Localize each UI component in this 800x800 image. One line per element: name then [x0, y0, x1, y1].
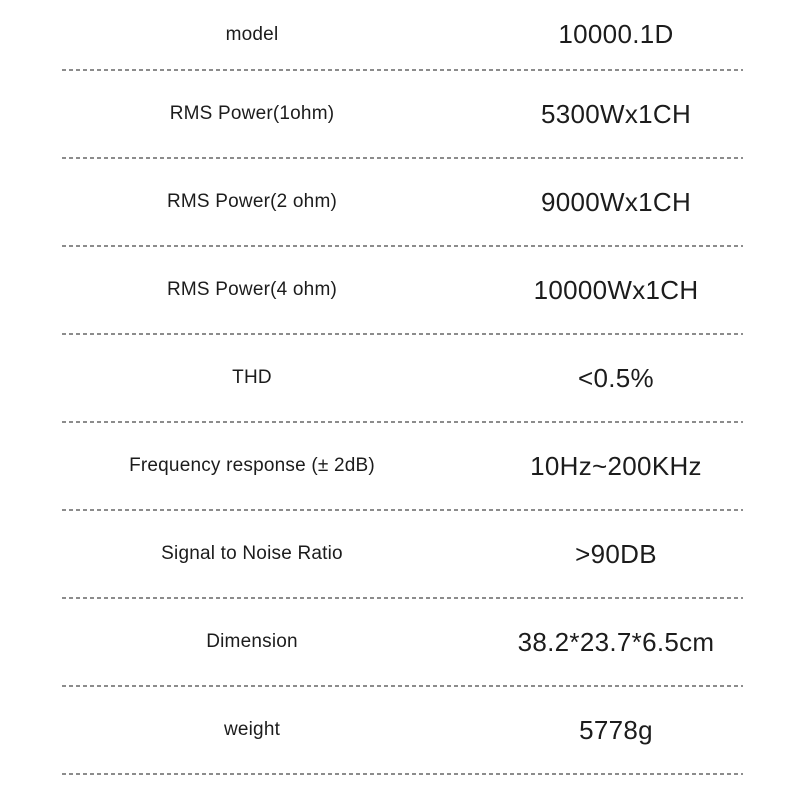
spec-label: Dimension	[206, 631, 298, 652]
spec-row	[0, 71, 800, 157]
spec-label: THD	[232, 367, 272, 388]
spec-label: RMS Power(2 ohm)	[166, 191, 338, 212]
spec-value: 38.2*23.7*6.5cm	[517, 626, 715, 657]
spec-label: RMS Power(1ohm)	[169, 103, 335, 124]
spec-row	[0, 423, 800, 509]
spec-row	[0, 335, 800, 421]
spec-value: <0.5%	[578, 362, 654, 393]
spec-label: weight	[223, 719, 281, 740]
spec-row	[0, 511, 800, 597]
dotted-divider	[62, 773, 743, 775]
spec-value: 5300Wx1CH	[540, 98, 692, 129]
spec-row	[0, 0, 800, 69]
spec-label: Frequency response (± 2dB)	[129, 455, 375, 476]
spec-value: 10000Wx1CH	[533, 274, 699, 305]
spec-value: >90DB	[575, 538, 657, 569]
spec-row	[0, 247, 800, 333]
spec-label: Signal to Noise Ratio	[161, 543, 343, 564]
spec-row	[0, 687, 800, 773]
spec-value: 5778g	[579, 714, 653, 745]
spec-label: RMS Power(4 ohm)	[166, 279, 338, 300]
spec-row	[0, 159, 800, 245]
spec-row	[0, 599, 800, 685]
spec-value: 10Hz~200KHz	[530, 450, 702, 481]
spec-value: 9000Wx1CH	[540, 186, 692, 217]
spec-label: model	[225, 23, 279, 45]
spec-value: 10000.1D	[558, 19, 674, 49]
